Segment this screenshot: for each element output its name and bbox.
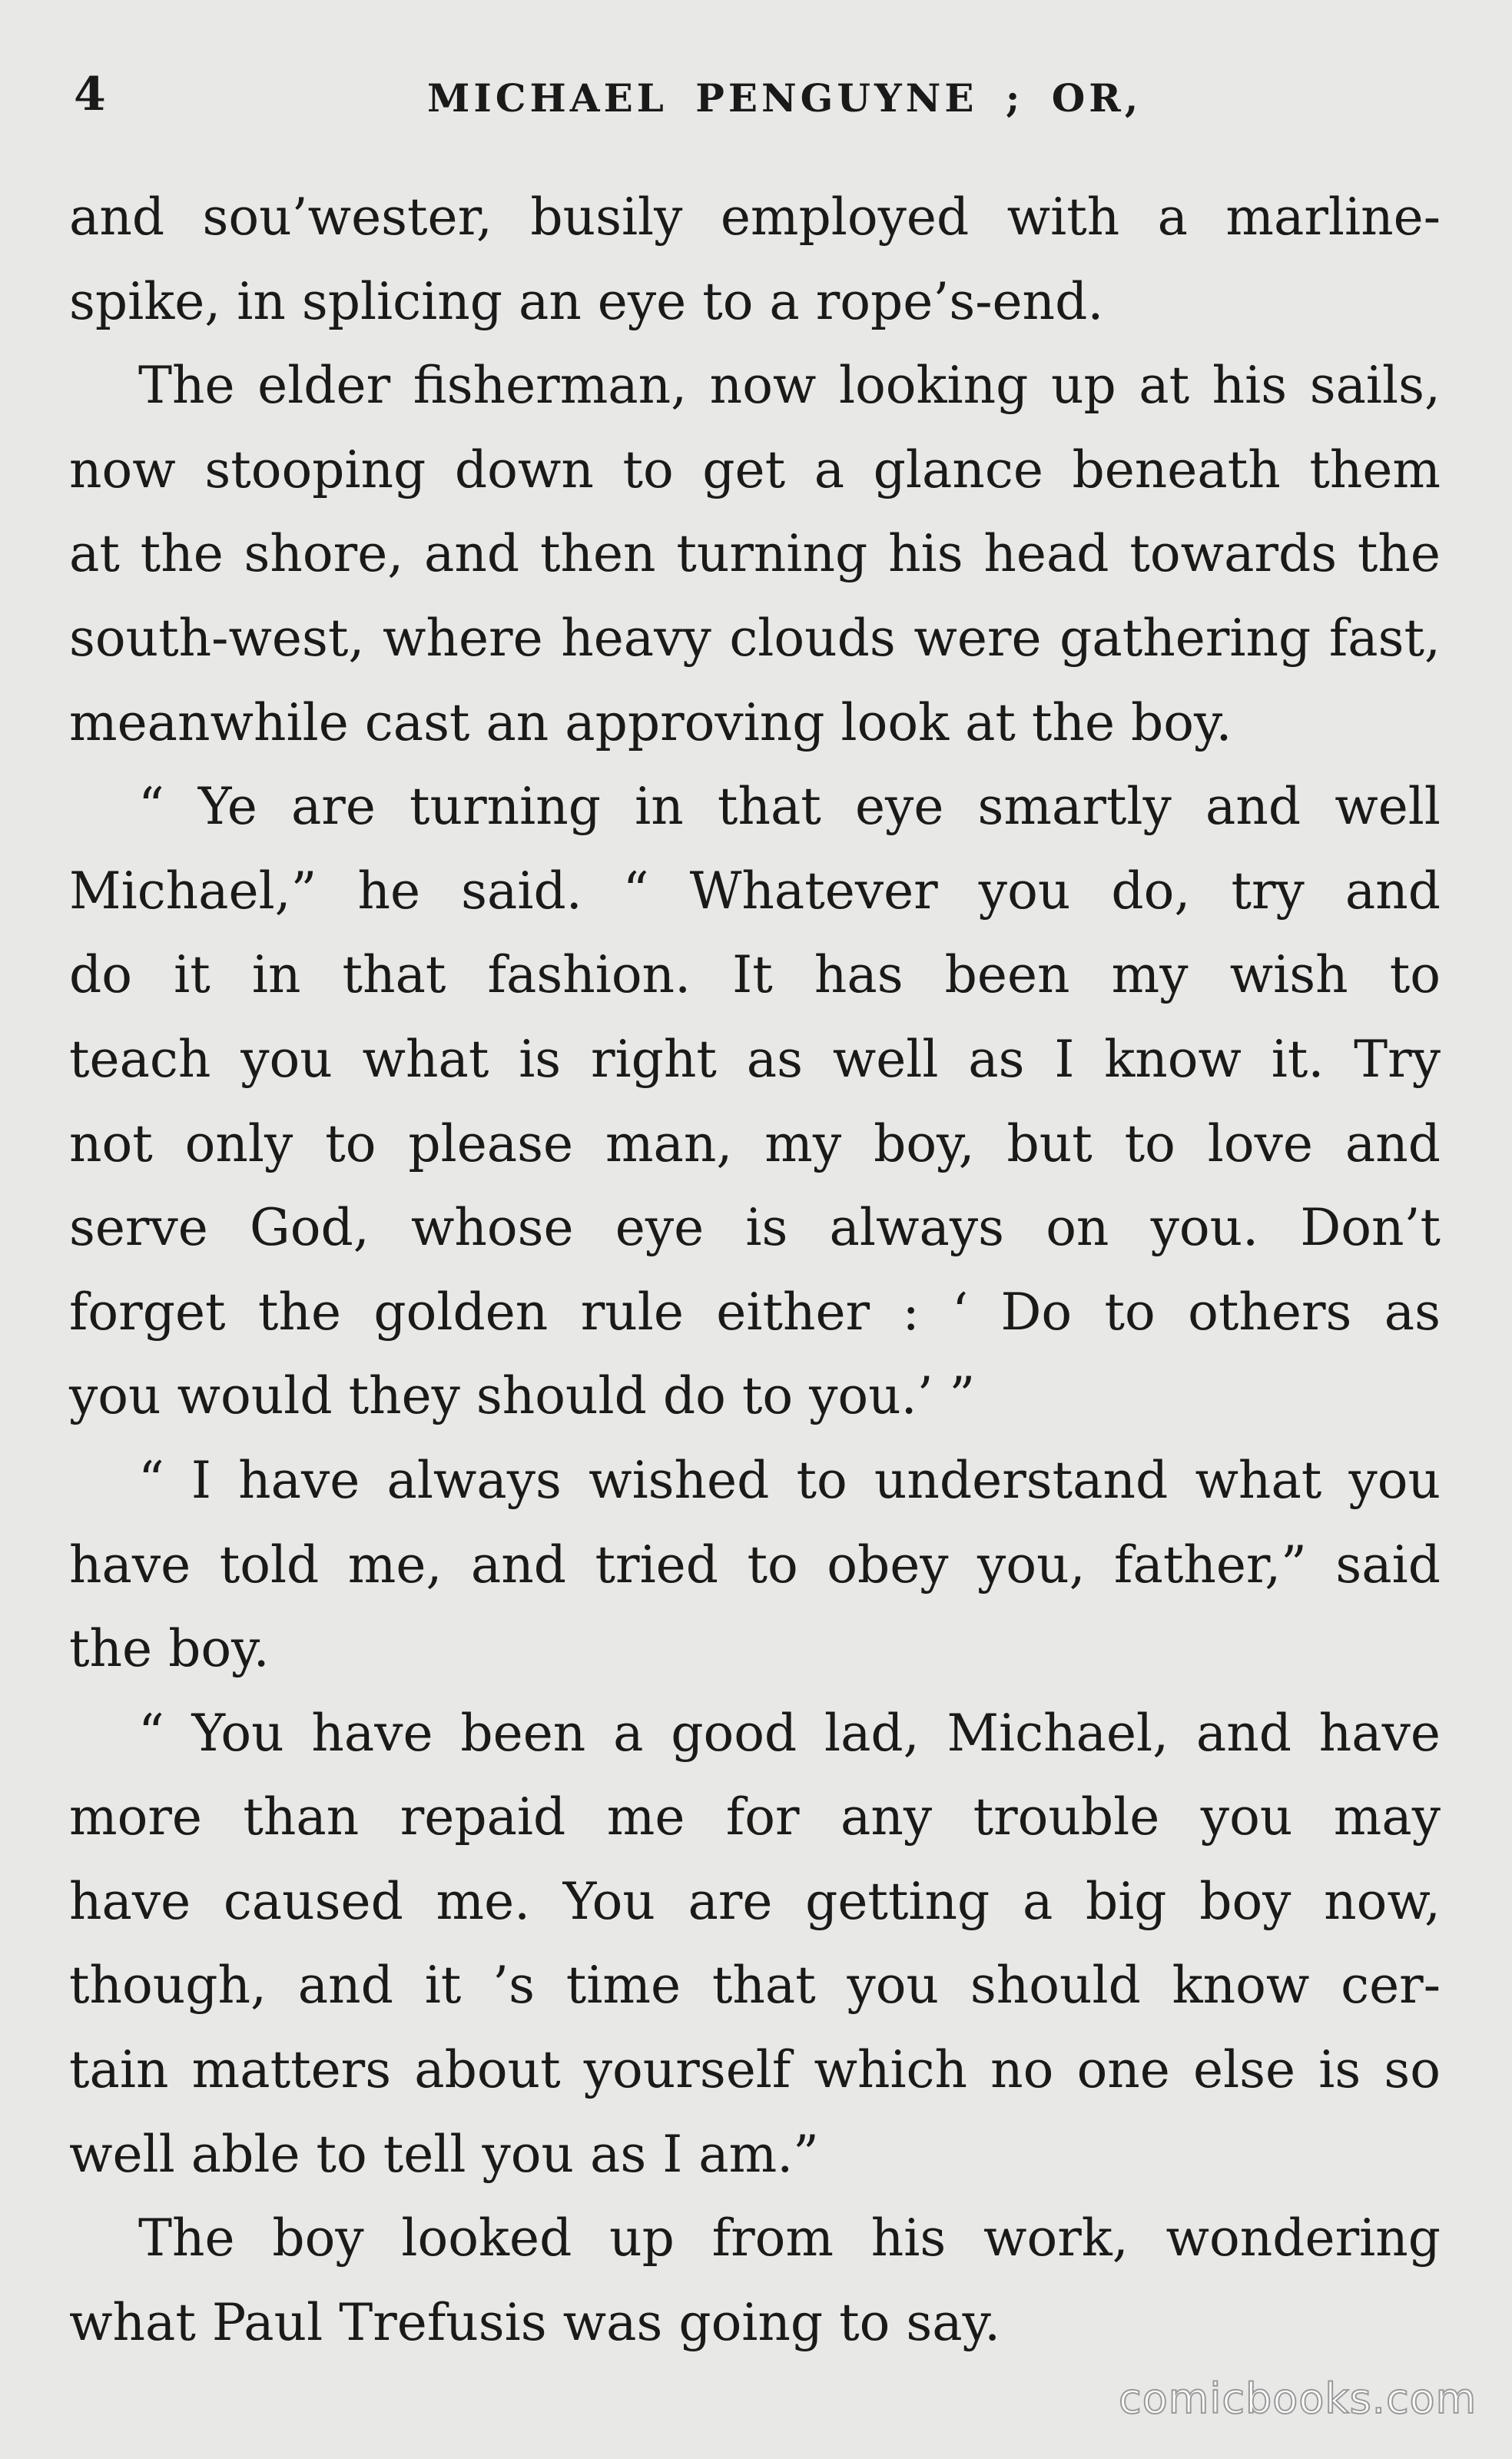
text-line: The elder fisherman, now looking up at his sails, [138, 356, 1441, 416]
text-line: forget the golden rule either : ‘ Do to others as [69, 1282, 1441, 1342]
text-line: do it in that fashion. It has been my wish to [69, 945, 1441, 1005]
text-line: “ I have always wished to understand what you [138, 1450, 1441, 1510]
text-line: well able to tell you as I am.” [69, 2124, 819, 2184]
page-header [74, 68, 1441, 129]
text-line: tain matters about yourself which no one else is so [69, 2040, 1441, 2100]
text-line: “ You have been a good lad, Michael, and have [138, 1703, 1441, 1763]
text-line: though, and it ’s time that you should know cer- [69, 1956, 1441, 2016]
watermark: comicbooks.com [1119, 2374, 1477, 2423]
text-line: “ Ye are turning in that eye smartly and well [138, 777, 1441, 837]
text-line: at the shore, and then turning his head towards the [69, 524, 1441, 584]
text-line: have caused me. You are getting a big boy now, [69, 1871, 1441, 1931]
text-line: the boy. [69, 1619, 270, 1679]
running-title: MICHAEL PENGUYNE ; OR, [427, 75, 1142, 121]
text-line: meanwhile cast an approving look at the boy. [69, 692, 1232, 752]
text-line: spike, in splicing an eye to a rope’s-end. [69, 271, 1104, 331]
text-line: Michael,” he said. “ Whatever you do, try and [69, 861, 1441, 921]
body-text [69, 175, 1441, 2364]
text-line: The boy looked up from his work, wondering [138, 2208, 1441, 2268]
text-line: you would they should do to you.’ ” [69, 1366, 976, 1426]
text-line: south-west, where heavy clouds were gathering fast, [69, 608, 1441, 668]
text-line: what Paul Trefusis was going to say. [69, 2292, 1001, 2352]
text-line: have told me, and tried to obey you, father,” said [69, 1535, 1441, 1595]
text-line: now stooping down to get a glance beneath them [69, 440, 1441, 499]
text-line: and sou’wester, busily employed with a marline- [69, 187, 1441, 247]
text-line: serve God, whose eye is always on you. Don’t [69, 1198, 1441, 1258]
text-line: teach you what is right as well as I know it. Try [69, 1029, 1441, 1089]
text-line: not only to please man, my boy, but to love and [69, 1113, 1441, 1173]
text-line: more than repaid me for any trouble you may [69, 1787, 1441, 1847]
page-number: 4 [74, 68, 106, 121]
